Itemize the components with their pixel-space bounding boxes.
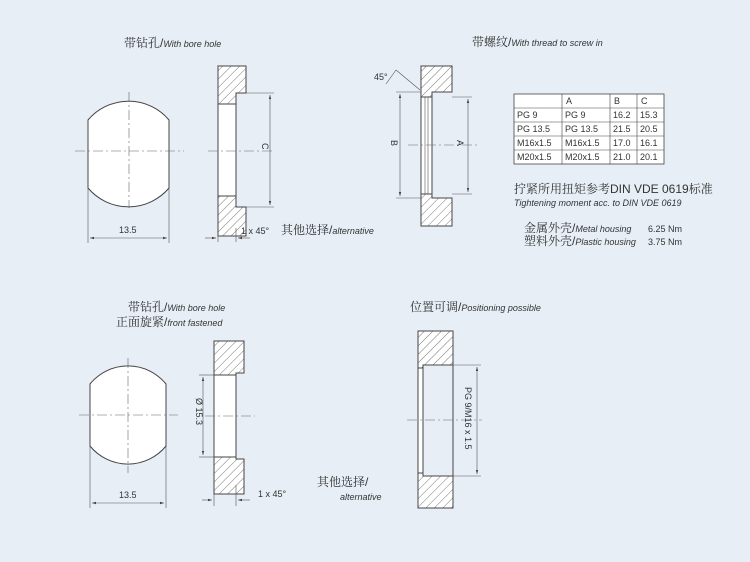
spec-table [514, 94, 664, 164]
view-bottom-left [79, 299, 382, 508]
table-cell: PG 13.5 [517, 124, 551, 134]
plastic-en: Plastic housing [575, 237, 636, 247]
table-header-cell: B [614, 96, 621, 106]
metal-value: 6.25 Nm [648, 224, 683, 234]
chamfer-label: 1 x 45° [258, 489, 287, 499]
plastic-cn: 塑料外壳/ [524, 234, 576, 248]
view-title-en: Positioning possible [461, 303, 541, 313]
alt-en: alternative [340, 492, 382, 502]
table-cell: 21.5 [613, 124, 631, 134]
table-cell: PG 13.5 [565, 124, 599, 134]
table-cell: M20x1.5 [565, 152, 600, 162]
table-cell: 16.2 [613, 110, 631, 120]
svg-text:其他选择/alternative [281, 222, 374, 237]
svg-text:带钻孔/With bore hole [124, 35, 221, 50]
table-cell: 20.1 [640, 152, 658, 162]
dim-width-label: 13.5 [119, 225, 137, 235]
cap-disc-front [88, 101, 169, 207]
torque-notes [514, 181, 713, 248]
view-title-en: With bore hole [163, 39, 222, 49]
dim-a-label: A [455, 140, 465, 147]
table-header-cell: C [641, 96, 648, 106]
view-title-cn: 带钻孔/ [128, 300, 168, 314]
dim-dia-label: Ø 15.3 [194, 398, 204, 426]
dim-b-label: B [389, 140, 399, 147]
table-header-cell: A [566, 96, 573, 106]
svg-text:位置可调/Positioning possible [410, 300, 541, 314]
view-title-en: With thread to screw in [511, 38, 603, 48]
view-top-left [75, 35, 374, 243]
view-bottom-right [407, 300, 541, 508]
view-title-cn: 带钻孔/ [124, 36, 164, 50]
table-cell: 16.1 [640, 138, 658, 148]
view-title-cn: 带螺纹/ [472, 35, 512, 49]
alt-en: alternative [332, 226, 374, 236]
table-cell: 15.3 [640, 110, 658, 120]
torque-title-en: Tightening moment acc. to DIN VDE 0619 [514, 198, 682, 208]
view-title-en: With bore hole [167, 303, 226, 313]
dim-width-label: 13.5 [119, 490, 137, 500]
chamfer-label: 1 x 45° [241, 226, 270, 236]
svg-text:带钻孔/With bore hole [128, 299, 225, 314]
alt-cn: 其他选择/ [317, 475, 369, 489]
alt-cn: 其他选择/ [281, 223, 333, 237]
view-title-cn: 位置可调/ [410, 300, 462, 314]
svg-text:正面旋紧/front fastened [116, 314, 223, 329]
svg-text:金属外壳/Metal housing [524, 220, 631, 235]
table-cell: 20.5 [640, 124, 658, 134]
table-cell: 21.0 [613, 152, 631, 162]
threaded-cap-section [408, 66, 480, 226]
view-subtitle-cn: 正面旋紧/ [116, 315, 168, 329]
dim-c-label: C [260, 143, 270, 150]
table-cell: M20x1.5 [517, 152, 552, 162]
cap-section [208, 66, 272, 236]
svg-text:塑料外壳/Plastic housing [524, 233, 636, 248]
view-subtitle-en: front fastened [167, 318, 223, 328]
table-cell: 17.0 [613, 138, 631, 148]
table-cell: M16x1.5 [565, 138, 600, 148]
plastic-value: 3.75 Nm [648, 237, 683, 247]
metal-cn: 金属外壳/ [524, 221, 576, 235]
torque-title-cn: 拧紧所用扭矩参考DIN VDE 0619标准 [514, 182, 713, 196]
angle-label: 45° [374, 72, 388, 82]
table-cell: PG 9 [517, 110, 538, 120]
dim-thread-label: PG 9/M16 x 1.5 [463, 387, 473, 450]
svg-text:带螺纹/With thread to screw in [472, 34, 603, 49]
table-cell: M16x1.5 [517, 138, 552, 148]
cap-section [205, 341, 255, 494]
table-cell: PG 9 [565, 110, 586, 120]
metal-en: Metal housing [575, 224, 632, 234]
